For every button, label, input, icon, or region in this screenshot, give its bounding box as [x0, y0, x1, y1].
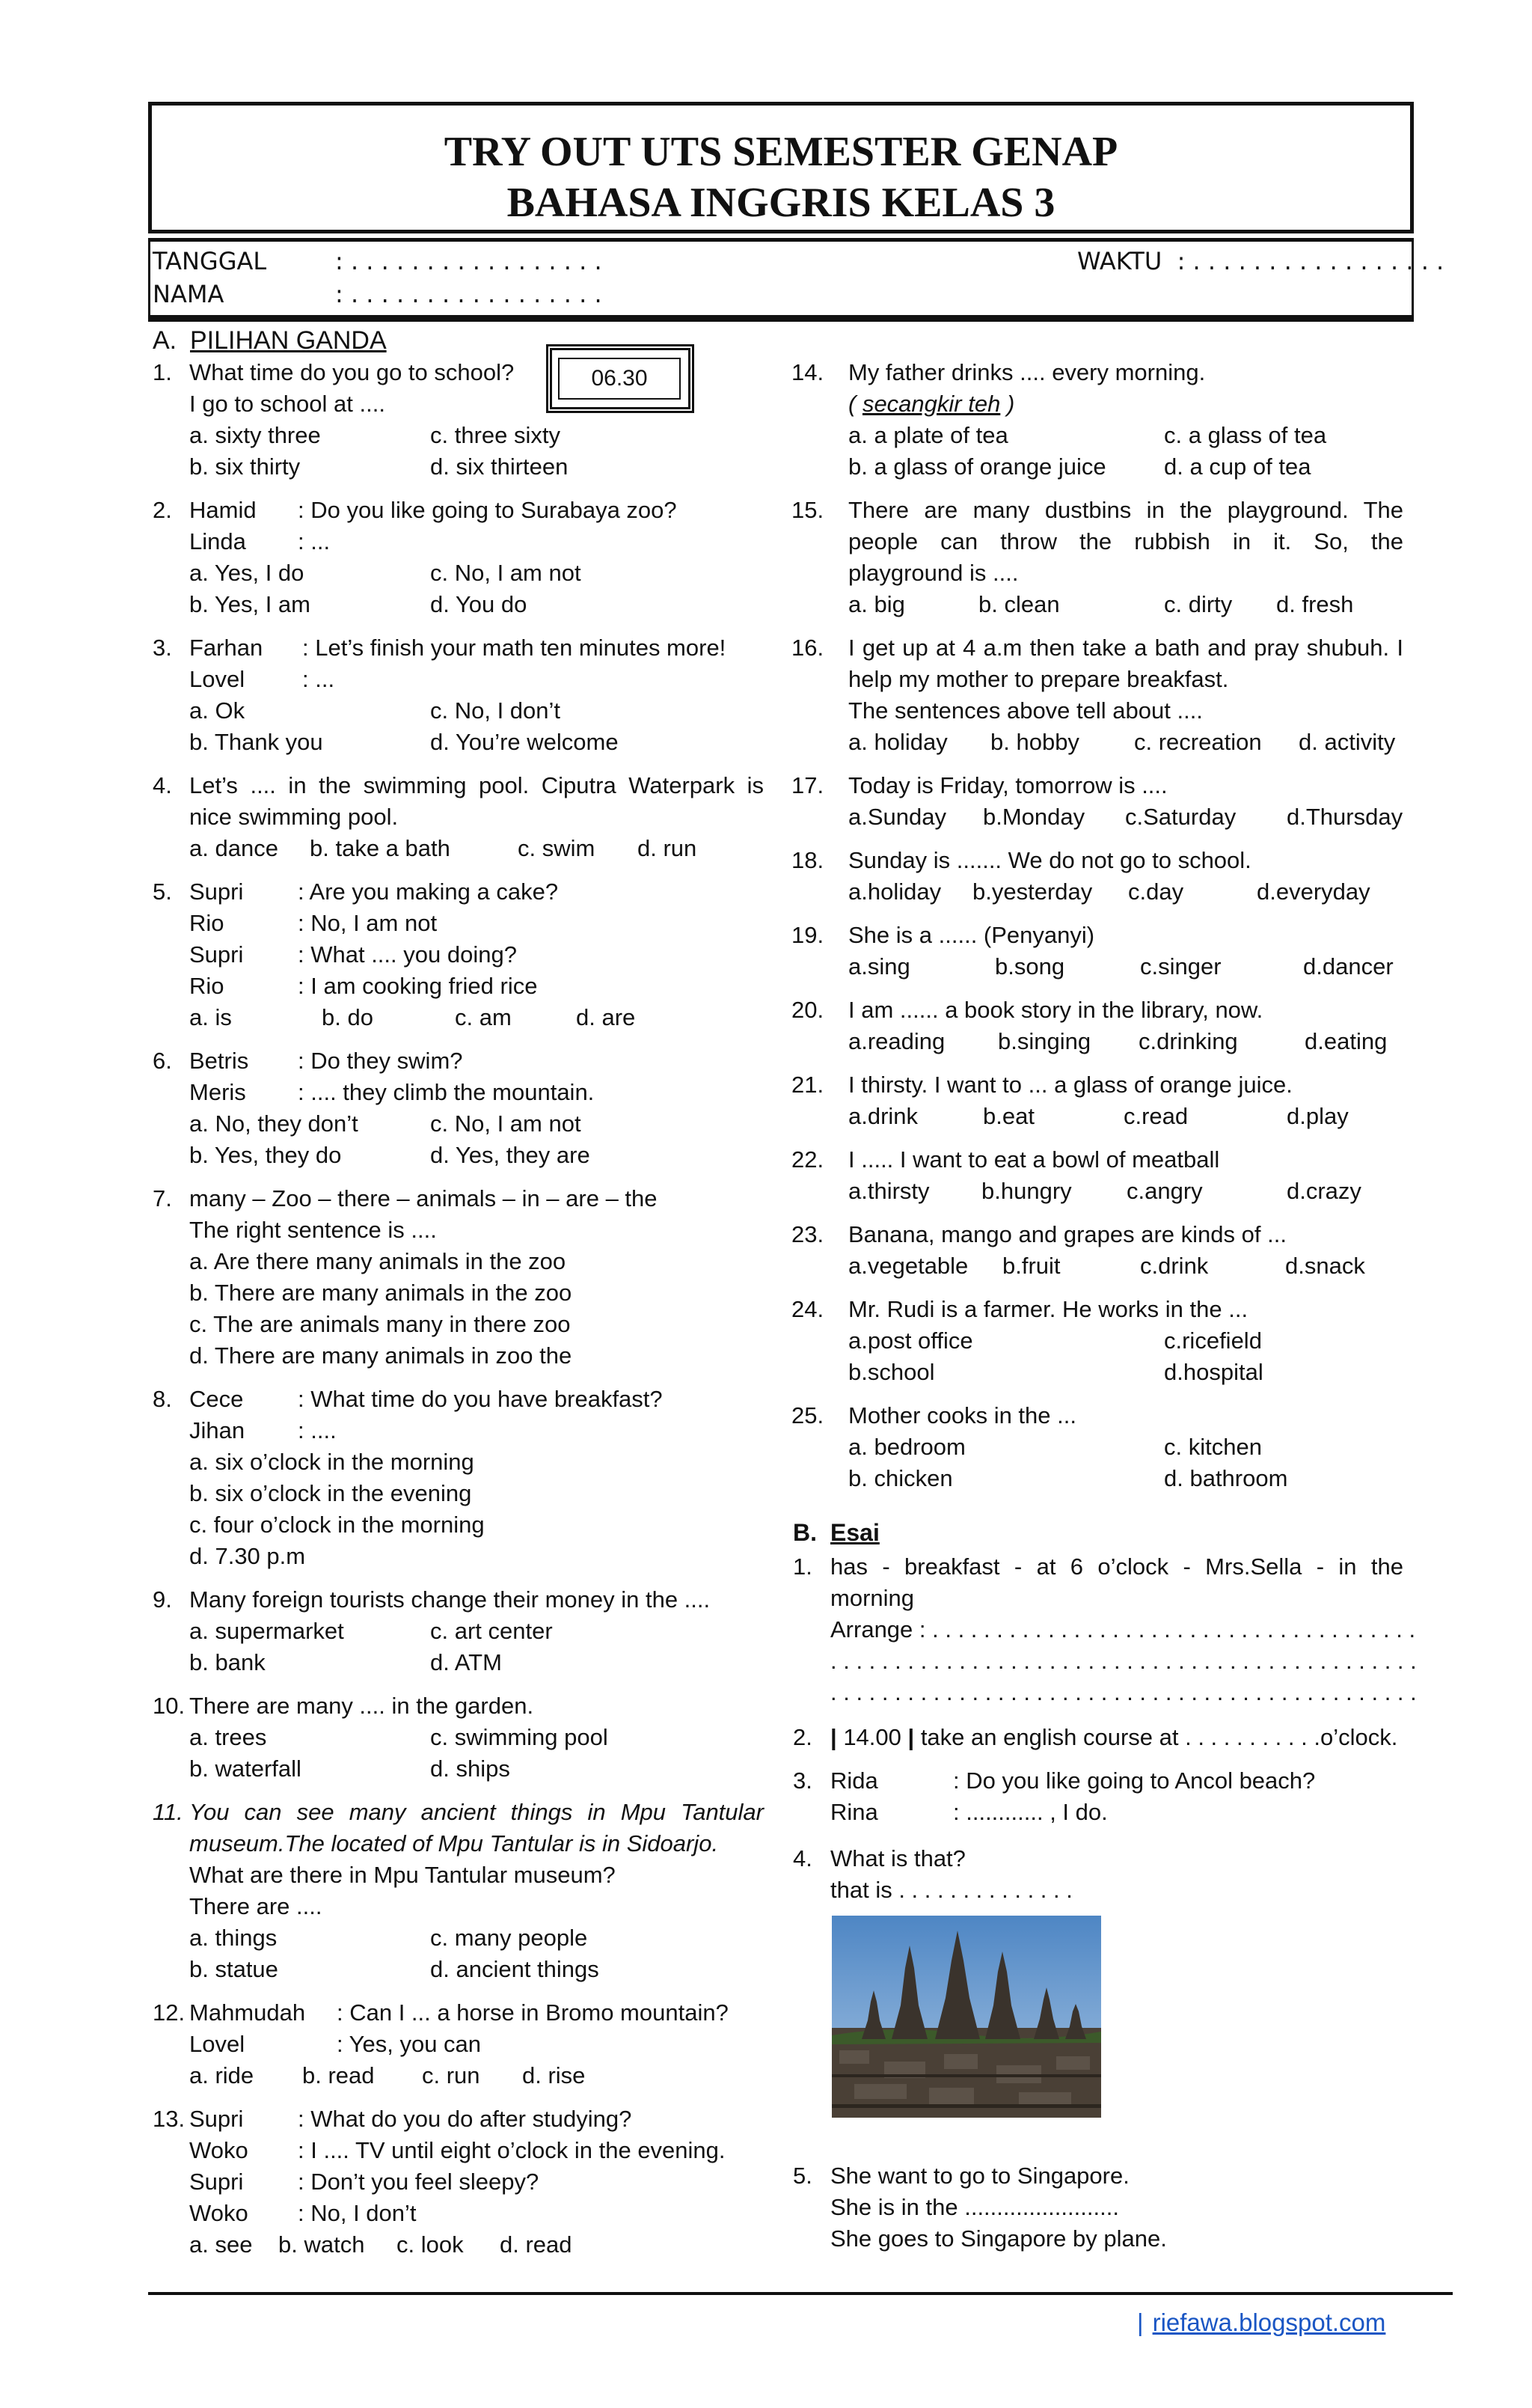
q6-option-d: d. Yes, they are [430, 1142, 590, 1168]
q7-option-c: c. The are animals many in there zoo [189, 1311, 571, 1337]
q10-line1: There are many .... in the garden. [189, 1693, 534, 1719]
q10-option-c: c. swimming pool [430, 1724, 608, 1750]
q17-option-a: a.Sunday [848, 804, 946, 830]
section-b-letter: B. [793, 1519, 817, 1546]
q14-line1: My father drinks .... every morning. [848, 359, 1206, 385]
title-line-2: BAHASA INGGRIS KELAS 3 [506, 180, 1055, 226]
q14-option-c: c. a glass of tea [1164, 422, 1327, 448]
q2-option-c: c. No, I am not [430, 560, 581, 586]
q10-option-b: b. waterfall [189, 1755, 301, 1782]
e1-line1: has - breakfast - at 6 o’clock - Mrs.Sella - in the [830, 1553, 1403, 1580]
q2-number: 2. [153, 497, 172, 523]
q18-option-d: d.everyday [1257, 878, 1370, 905]
e3-text1: : Do you like going to Ancol beach? [953, 1767, 1316, 1794]
q11-option-d: d. ancient things [430, 1956, 599, 1982]
q23-option-b: b.fruit [1002, 1253, 1061, 1279]
q19-number: 19. [791, 922, 824, 948]
e1-arrange-line: Arrange : . . . . . . . . . . . . . . . . . . . . . . . . . . . . . . . . . . . . . . [830, 1616, 1416, 1642]
q23-option-a: a.vegetable [848, 1253, 969, 1279]
q11-line2: museum.The located of Mpu Tantular is in Sidoarjo. [189, 1830, 719, 1857]
q5-number: 5. [153, 878, 172, 905]
q5-speaker1: Supri [189, 878, 244, 905]
footer-bar: | [1137, 2308, 1144, 2336]
e4-line2: that is . . . . . . . . . . . . . . [830, 1877, 1073, 1903]
q6-text1: : Do they swim? [298, 1048, 463, 1074]
q8-text1: : What time do you have breakfast? [298, 1386, 663, 1412]
q24-option-a: a.post office [848, 1327, 973, 1354]
q18-option-c: c.day [1128, 878, 1184, 905]
q17-option-c: c.Saturday [1125, 804, 1237, 830]
q9-number: 9. [153, 1586, 172, 1613]
q8-option-a: a. six o’clock in the morning [189, 1449, 474, 1475]
q22-number: 22. [791, 1146, 824, 1173]
tanggal-field: : . . . . . . . . . . . . . . . . . [335, 247, 602, 275]
q13-option-d: d. read [500, 2231, 572, 2258]
q2-text1: : Do you like going to Surabaya zoo? [298, 497, 677, 523]
q2-option-b: b. Yes, I am [189, 591, 310, 617]
q16-line2: help my mother to prepare breakfast. [848, 666, 1229, 692]
q15-option-d: d. fresh [1276, 591, 1354, 617]
q11-line1: You can see many ancient things in Mpu Tantular [189, 1799, 764, 1825]
q22-line1: I ..... I want to eat a bowl of meatball [848, 1146, 1220, 1173]
q9-option-a: a. supermarket [189, 1618, 344, 1644]
q25-option-c: c. kitchen [1164, 1434, 1262, 1460]
q13-speaker2: Woko [189, 2137, 248, 2163]
q1-line2: I go to school at .... [189, 391, 385, 417]
q4-line2: nice swimming pool. [189, 804, 399, 830]
q16-line3: The sentences above tell about .... [848, 697, 1203, 724]
e1-line2: morning [830, 1585, 914, 1611]
q5-option-b: b. do [322, 1004, 373, 1030]
e4-number: 4. [793, 1845, 812, 1871]
q9-option-c: c. art center [430, 1618, 553, 1644]
q23-option-c: c.drink [1140, 1253, 1209, 1279]
nama-label: NAMA [153, 280, 224, 308]
q9-line1: Many foreign tourists change their money in the .... [189, 1586, 711, 1613]
q2-option-a: a. Yes, I do [189, 560, 304, 586]
e2-text: take an english course at . . . . . . . . . . .o’clock. [914, 1724, 1398, 1750]
q25-option-b: b. chicken [848, 1465, 953, 1491]
q25-option-d: d. bathroom [1164, 1465, 1288, 1491]
q13-option-a: a. see [189, 2231, 253, 2258]
q5-speaker2: Rio [189, 910, 224, 936]
q5-text3: : What .... you doing? [298, 941, 517, 968]
q20-number: 20. [791, 997, 824, 1023]
q7-number: 7. [153, 1185, 172, 1211]
clock-time-box [546, 344, 694, 413]
q13-option-c: c. look [396, 2231, 464, 2258]
q21-option-a: a.drink [848, 1103, 919, 1129]
q15-number: 15. [791, 497, 824, 523]
e3-text2: : ............ , I do. [953, 1799, 1108, 1825]
q4-number: 4. [153, 772, 172, 798]
q12-option-d: d. rise [522, 2062, 586, 2088]
q13-speaker4: Woko [189, 2200, 248, 2226]
e2-bar-right: | [907, 1724, 915, 1750]
q6-option-b: b. Yes, they do [189, 1142, 342, 1168]
title-line-1: TRY OUT UTS SEMESTER GENAP [444, 129, 1118, 175]
q2-speaker2: Linda [189, 528, 246, 554]
waktu-field: WAKTU : . . . . . . . . . . . . . . . . . [1077, 247, 1444, 275]
q6-option-a: a. No, they don’t [189, 1110, 358, 1137]
q6-number: 6. [153, 1048, 172, 1074]
q6-text2: : .... they climb the mountain. [298, 1079, 595, 1105]
q2-option-d: d. You do [430, 591, 527, 617]
q3-speaker2: Lovel [189, 666, 245, 692]
q14-option-d: d. a cup of tea [1164, 453, 1311, 480]
q13-option-b: b. watch [278, 2231, 365, 2258]
e3-speaker1: Rida [830, 1767, 878, 1794]
tanggal-label: TANGGAL [153, 247, 267, 275]
q4-option-b: b. take a bath [310, 835, 450, 861]
q23-number: 23. [791, 1221, 824, 1247]
e2-number: 2. [793, 1724, 812, 1750]
q24-option-d: d.hospital [1164, 1359, 1263, 1385]
q14-option-a: a. a plate of tea [848, 422, 1008, 448]
q11-line3: What are there in Mpu Tantular museum? [189, 1862, 616, 1888]
q20-option-a: a.reading [848, 1028, 946, 1054]
q22-option-c: c.angry [1127, 1178, 1203, 1204]
q16-line1: I get up at 4 a.m then take a bath and pray shubuh. I [848, 635, 1403, 661]
temple-photo [832, 1916, 1101, 2118]
q3-option-b: b. Thank you [189, 729, 323, 755]
q23-line1: Banana, mango and grapes are kinds of ... [848, 1221, 1287, 1247]
q1-line1: What time do you go to school? [189, 359, 515, 385]
q22-option-a: a.thirsty [848, 1178, 930, 1204]
q4-option-c: c. swim [518, 835, 595, 861]
q19-option-d: d.dancer [1303, 953, 1394, 980]
q14-option-b: b. a glass of orange juice [848, 453, 1106, 480]
q5-text2: : No, I am not [298, 910, 438, 936]
q23-option-d: d.snack [1285, 1253, 1365, 1279]
section-a-title: PILIHAN GANDA [190, 326, 387, 355]
q4-option-a: a. dance [189, 835, 278, 861]
q13-number: 13. [153, 2106, 186, 2132]
section-a-letter: A. [153, 326, 177, 355]
q9-option-d: d. ATM [430, 1649, 502, 1675]
q19-line1: She is a ...... (Penyanyi) [848, 922, 1095, 948]
q13-text3: : Don’t you feel sleepy? [298, 2169, 539, 2195]
q6-speaker2: Meris [189, 1079, 246, 1105]
q5-speaker3: Supri [189, 941, 244, 968]
q3-option-d: d. You’re welcome [430, 729, 619, 755]
q22-option-b: b.hungry [981, 1178, 1072, 1204]
q15-option-c: c. dirty [1164, 591, 1233, 617]
q19-option-c: c.singer [1140, 953, 1222, 980]
footer-blog-link[interactable]: riefawa.blogspot.com [1152, 2308, 1386, 2336]
q15-option-b: b. clean [978, 591, 1060, 617]
q3-speaker1: Farhan [189, 635, 263, 661]
q20-line1: I am ...... a book story in the library, now. [848, 997, 1263, 1023]
e5-number: 5. [793, 2163, 812, 2189]
e5-line1: She want to go to Singapore. [830, 2163, 1130, 2189]
q8-speaker1: Cece [189, 1386, 244, 1412]
q19-option-b: b.song [995, 953, 1065, 980]
q9-option-b: b. bank [189, 1649, 266, 1675]
q18-option-a: a.holiday [848, 878, 942, 905]
e3-speaker2: Rina [830, 1799, 878, 1825]
q21-option-b: b.eat [983, 1103, 1035, 1129]
q6-speaker1: Betris [189, 1048, 249, 1074]
q8-speaker2: Jihan [189, 1417, 245, 1443]
q15-option-a: a. big [848, 591, 905, 617]
q25-option-a: a. bedroom [848, 1434, 966, 1460]
q11-number: 11. [153, 1799, 183, 1825]
e5-line3: She goes to Singapore by plane. [830, 2225, 1167, 2252]
q8-option-d: d. 7.30 p.m [189, 1543, 306, 1569]
clock-time: 06.30 [558, 358, 681, 400]
q7-option-d: d. There are many animals in zoo the [189, 1342, 572, 1369]
q14-hint-close: ) [1000, 391, 1015, 417]
q3-text1: : Let’s finish your math ten minutes more! [302, 635, 726, 661]
q21-number: 21. [791, 1072, 824, 1098]
q3-option-a: a. Ok [189, 697, 245, 724]
q13-speaker3: Supri [189, 2169, 244, 2195]
q15-line1: There are many dustbins in the playground. The [848, 497, 1403, 523]
q4-option-d: d. run [637, 835, 697, 861]
q14-hint-text: secangkir teh [862, 391, 1001, 417]
e2-time: 14.00 [843, 1724, 901, 1750]
q7-line1: many – Zoo – there – animals – in – are – the [189, 1185, 658, 1211]
q5-text4: : I am cooking fried rice [298, 973, 538, 999]
q24-option-c: c.ricefield [1164, 1327, 1262, 1354]
q12-speaker2: Lovel [189, 2031, 245, 2057]
q5-option-d: d. are [576, 1004, 636, 1030]
q5-speaker4: Rio [189, 973, 224, 999]
q12-option-b: b. read [302, 2062, 375, 2088]
q12-text1: : Can I ... a horse in Bromo mountain? [337, 1999, 729, 2026]
q1-number: 1. [153, 359, 172, 385]
q10-option-a: a. trees [189, 1724, 267, 1750]
q8-option-c: c. four o’clock in the morning [189, 1512, 485, 1538]
q6-option-c: c. No, I am not [430, 1110, 581, 1137]
q10-number: 10. [153, 1693, 186, 1719]
q16-option-d: d. activity [1299, 729, 1396, 755]
q7-line2: The right sentence is .... [189, 1217, 437, 1243]
q20-option-c: c.drinking [1139, 1028, 1238, 1054]
q5-option-a: a. is [189, 1004, 232, 1030]
q5-text1: : Are you making a cake? [298, 878, 559, 905]
q1-option-c: c. three sixty [430, 422, 560, 448]
q16-number: 16. [791, 635, 824, 661]
section-b-title: Esai [830, 1519, 880, 1546]
q19-option-a: a.sing [848, 953, 910, 980]
q20-option-b: b.singing [998, 1028, 1091, 1054]
q2-speaker1: Hamid [189, 497, 257, 523]
q3-number: 3. [153, 635, 172, 661]
q16-option-c: c. recreation [1134, 729, 1262, 755]
q11-option-c: c. many people [430, 1925, 588, 1951]
e1-answer-line-3: . . . . . . . . . . . . . . . . . . . . . . . . . . . . . . . . . . . . . . . . . . . . . . [830, 1679, 1417, 1705]
q11-line4: There are .... [189, 1893, 322, 1919]
q1-option-b: b. six thirty [189, 453, 301, 480]
q12-text2: : Yes, you can [337, 2031, 482, 2057]
title-box [148, 102, 1414, 233]
q17-line1: Today is Friday, tomorrow is .... [848, 772, 1168, 798]
q18-line1: Sunday is ....... We do not go to school. [848, 847, 1251, 873]
q24-number: 24. [791, 1296, 824, 1322]
q4-line1: Let’s .... in the swimming pool. Ciputra Waterpark is [189, 772, 764, 798]
q8-number: 8. [153, 1386, 172, 1412]
q21-option-d: d.play [1287, 1103, 1349, 1129]
q12-option-c: c. run [422, 2062, 480, 2088]
q8-text2: : .... [298, 1417, 337, 1443]
e2-bar-left: | [830, 1724, 837, 1750]
q10-option-d: d. ships [430, 1755, 510, 1782]
q25-line1: Mother cooks in the ... [848, 1402, 1076, 1428]
footer [1137, 2308, 1385, 2337]
e5-line2: She is in the ........................ [830, 2194, 1119, 2220]
nama-field: : . . . . . . . . . . . . . . . . . [335, 280, 602, 308]
q3-option-c: c. No, I don’t [430, 697, 561, 724]
q12-number: 12. [153, 1999, 186, 2026]
q24-line1: Mr. Rudi is a farmer. He works in the ... [848, 1296, 1248, 1322]
q13-text1: : What do you do after studying? [298, 2106, 632, 2132]
q17-option-b: b.Monday [983, 804, 1085, 830]
q21-option-c: c.read [1124, 1103, 1189, 1129]
q12-option-a: a. ride [189, 2062, 254, 2088]
footer-rule [148, 2292, 1453, 2295]
e4-line1: What is that? [830, 1845, 966, 1871]
q8-option-b: b. six o’clock in the evening [189, 1480, 472, 1506]
e1-number: 1. [793, 1553, 812, 1580]
q12-speaker1: Mahmudah [189, 1999, 306, 2026]
e3-number: 3. [793, 1767, 812, 1794]
q5-option-c: c. am [455, 1004, 512, 1030]
q13-text4: : No, I don’t [298, 2200, 417, 2226]
q3-text2: : ... [302, 666, 335, 692]
q14-hint-open: ( [848, 391, 862, 417]
q1-option-d: d. six thirteen [430, 453, 569, 480]
q13-text2: : I .... TV until eight o’clock in the evening. [298, 2137, 726, 2163]
q11-option-a: a. things [189, 1925, 278, 1951]
q13-speaker1: Supri [189, 2106, 244, 2132]
q16-option-b: b. hobby [990, 729, 1079, 755]
e1-answer-line-2: . . . . . . . . . . . . . . . . . . . . . . . . . . . . . . . . . . . . . . . . . . . . . . [830, 1648, 1417, 1674]
q21-line1: I thirsty. I want to ... a glass of orange juice. [848, 1072, 1293, 1098]
q15-line3: playground is .... [848, 560, 1019, 586]
q18-number: 18. [791, 847, 824, 873]
q17-option-d: d.Thursday [1287, 804, 1403, 830]
q2-text2: : ... [298, 528, 331, 554]
q1-option-a: a. sixty three [189, 422, 321, 448]
q16-option-a: a. holiday [848, 729, 948, 755]
q25-number: 25. [791, 1402, 824, 1428]
q22-option-d: d.crazy [1287, 1178, 1361, 1204]
q15-line2: people can throw the rubbish in it. So, the [848, 528, 1403, 554]
q7-option-a: a. Are there many animals in the zoo [189, 1248, 566, 1274]
q20-option-d: d.eating [1305, 1028, 1388, 1054]
q14-hint [848, 391, 1014, 418]
q11-option-b: b. statue [189, 1956, 278, 1982]
e2-line [830, 1724, 1397, 1751]
q24-option-b: b.school [848, 1359, 935, 1385]
q18-option-b: b.yesterday [972, 878, 1093, 905]
q7-option-b: b. There are many animals in the zoo [189, 1280, 572, 1306]
q17-number: 17. [791, 772, 824, 798]
q14-number: 14. [791, 359, 824, 385]
